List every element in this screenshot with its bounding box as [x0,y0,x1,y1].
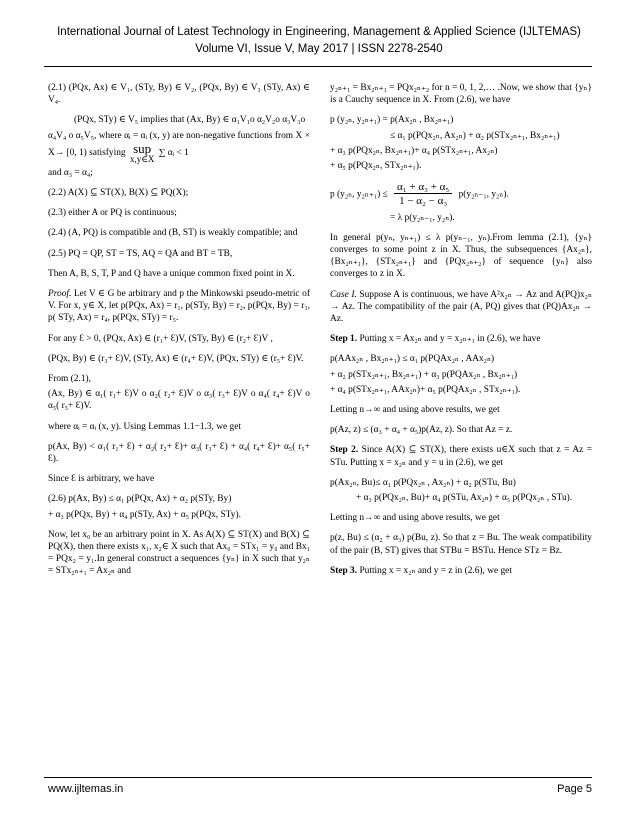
alpha-equality: and α₃ = α₄; [48,167,93,178]
p-yn-bound-2: + α₃ p(PQx₂ₙ, Bx₂ₙ₊₁)+ α₄ p(STx₂ₙ₊₁, Ax₂ₙ) [330,145,498,156]
p-yn-bound-1: ≤ α₁ p(PQx₂ₙ, Ax₂ₙ) + α₂ p(STx₂ₙ₊₁, Bx₂ₙ₊₁) [390,130,560,141]
case-1 [330,289,592,326]
header-divider [44,66,592,67]
step-3-label: Step 3. [330,565,358,576]
ax-by-membership: (Ax, By) ∈ α₁( r₁+ Ɛ)V o α₂( r₂+ Ɛ)V o α₃( r₃+ Ɛ)V o α₄( r₄+ Ɛ)V o α₅( r₅+ Ɛ)V. [48,389,310,412]
proof-text: Let V ∈ G be arbitrary and p the Minkowski pseudo-metric of V. For x, y∈ X, let p(PQx, Ax) = r₁, p(STy, By) = r₂, p(PQx, By) = r₃, p( STy, Ax) = r₄, p(PQx, STy) = r₅. [48,289,310,324]
journal-title: International Journal of Latest Technology in Engineering, Management & Applied Science (IJLTEMAS) [57,26,581,38]
condition-implies: (PQx, STy) ∈ V₅ implies that (Ax, By) ∈ α₁V₁o α₂V₂o α₃V₃o [74,115,306,126]
step-1-limit: Letting n→∞ and using above results, we get [330,405,500,416]
step-2-text: Since A(X) ⊆ ST(X), there exists u∈X such that z = Az = STu. Putting x = x₂ₙ and y = u in (2.6), we get [330,445,592,468]
step-2 [330,444,592,468]
step-2-result: p(z, Bu) ≤ (α₂ + α₃) p(Bu, z). So that z = Bu. The weak compatibility of the pair (B, ST) gives that STBu = BSTu. Hence STz = Bz. [330,533,592,556]
footer-divider [44,777,592,778]
epsilon-statement-2: (PQx, By) ∈ (r₃+ Ɛ)V, (STy, Ax) ∈ (r₄+ Ɛ)V, (PQx, STy) ∈ (r₅+ Ɛ)V. [48,353,304,364]
p-yn-eq: p (y₂ₙ, y₂ₙ₊₁) = p(Ax₂ₙ , Bx₂ₙ₊₁) [330,115,454,126]
step-1-result: p(Az, z) ≤ (α₃ + α₄ + α₅)p(Az, z). So that Az = z. [330,425,513,436]
condition-2-4: (2.4) (A, PQ) is compatible and (B, ST) is weakly compatible; and [48,228,298,239]
journal-header [0,24,638,58]
fraction-numerator: α₁ + α₃ + α₅ [394,181,452,194]
sequence-construction: Now, let x₀ be an arbitrary point in X. As A(X) ⊆ ST(X) and B(X) ⊆ PQ(X), then there exists x₁, x₂∈ X such that Ax₀ = STx₁ = y₀ and Bx₁ = PQx₂ = y₁.In general construct a sequences {yₙ} in X such that y₂ₙ = STx₂ₙ₊₁ = Ax₂ₙ and [48,529,310,577]
inequality-2-6-cont: + α₃ p(PQx, By) + α₄ p(STy, Ax) + α₅ p(PQx, STy). [48,509,241,520]
step-1-ineq-2: + α₂ p(STx₂ₙ₊₁, Bx₂ₙ₊₁) + α₃ p(PQAx₂ₙ , Bx₂ₙ₊₁) [330,369,518,380]
step-1 [330,333,592,345]
fraction-rhs: p(y₂ₙ₋₁, y₂ₙ). [458,189,509,200]
epsilon-statement: For any Ɛ > 0, (PQx, Ax) ∈ (r₁+ Ɛ)V, (STy, By) ∈ (r₂+ Ɛ)V , [48,333,273,344]
condition-2-1: (2.1) (PQx, Ax) ∈ V₁, (STy, By) ∈ V₂, (PQx, By) ∈ V₃ (STy, Ax) ∈ V₄. [48,83,310,106]
journal-volume: Volume VI, Issue V, May 2017 | ISSN 2278-2540 [195,43,443,55]
step-1-label: Step 1. [330,334,358,345]
fraction-denominator: 1 − α₂ − α₃ [399,195,448,208]
from-2-1: From (2.1), [48,374,91,385]
condition-2-2: (2.2) A(X) ⊆ ST(X), B(X) ⊆ PQ(X); [48,188,189,199]
step-2-ineq-2: + α₃ p(PQx₂ₙ, Bu)+ α₄ p(STu, Ax₂ₙ) + α₅ p(PQx₂ₙ , STu). [356,493,573,504]
lemmas-note: where αᵢ = αᵢ (x, y). Using Lemmas 1.1−1.3, we get [48,421,241,432]
condition-2-3: (2.3) either A or PQ is continuous; [48,208,177,219]
step-1-text: Putting x = Ax₂ₙ and y = x₂ₙ₊₁ in (2.6), we have [359,334,541,345]
step-1-ineq-3: + α₄ p(STx₂ₙ₊₁, AAx₂ₙ)+ α₅ p(PQAx₂ₙ , STx₂ₙ₊₁). [330,384,521,395]
footer-url: www.ijltemas.in [48,783,124,795]
sup-label: sup [133,140,152,156]
sup-subscript: x,y∈X [129,153,155,164]
proof-label: Proof. [48,289,72,300]
sup-expression [130,142,154,164]
step-3-text: Putting x = x₂ₙ and y = z in (2.6), we get [359,565,512,576]
case-1-text: Suppose A is continuous, we have A²x₂ₙ → Az and A(PQ)x₂ₙ → Az. The compatibility of the pair (A, PQ) gives that (PQ)Ax₂ₙ → Az. [330,289,593,325]
lambda-equality: = λ p(y₂ₙ₋₁, y₂ₙ). [390,212,455,223]
lambda-fraction-line [330,180,592,208]
sum-expression: ∑ αᵢ < 1 [158,147,189,158]
lambda-fraction [394,180,452,208]
condition-functions-text: α₄V₄ o α₅V₅, where αᵢ = αᵢ (x, y) are non-negative functions from X × X→ [0, 1) satisfying [48,130,310,158]
condition-functions [48,130,310,164]
step-1-ineq-1: p(AAx₂ₙ , Bx₂ₙ₊₁) ≤ α₁ p(PQAx₂ₙ , AAx₂ₙ) [330,354,495,365]
cauchy-intro: y₂ₙ₊₁ = Bx₂ₙ₊₁ = PQx₂ₙ₊₂ for n = 0, 1, 2,… .Now, we show that {yₙ} is a Cauchy sequence in X. From (2.6), we have [330,83,592,106]
step-2-limit: Letting n→∞ and using above results, we get [330,513,500,524]
p-ax-by-inequality: p(Ax, By) < α₁( r₁+ Ɛ) + α₂( r₂+ Ɛ)+ α₃( r₃+ Ɛ) + α₄( r₄+ Ɛ)+ α₅( r₅+ Ɛ). [48,441,310,465]
fraction-lhs: p (y₂ₙ, y₂ₙ₊₁) ≤ [330,189,388,200]
step-3 [330,565,592,577]
p-yn-bound-3: + α₅ p(PQx₂ₙ, STx₂ₙ₊₁). [330,161,422,172]
theorem-conclusion: Then A, B, S, T, P and Q have a unique common fixed point in X. [48,268,295,279]
step-2-ineq-1: p(Ax₂ₙ, Bu)≤ α₁ p(PQx₂ₙ , Ax₂ₙ) + α₂ p(STu, Bu) [330,477,516,488]
condition-2-5: (2.5) PQ = QP, ST = TS, AQ = QA and BT = TB, [48,248,233,259]
left-column [48,82,310,586]
convergence-text: In general p(yₙ, yₙ₊₁) ≤ λ p(yₙ₋₁, yₙ).From lemma (2.1), {yₙ} converges to some point z in X. Thus, the subsequences {Ax₂ₙ}, {Bx₂ₙ₊₁}, {STx₂ₙ₊₁} and {PQx₂ₙ₊₂} of sequence {yₙ} also converges to z in X. [330,232,592,280]
right-column [330,82,592,585]
epsilon-arbitrary: Since Ɛ is arbitrary, we have [48,474,155,485]
inequality-2-6: (2.6) p(Ax, By) ≤ α₁ p(PQx, Ax) + α₂ p(STy, By) [48,494,232,505]
case-label: Case I. [330,289,357,300]
page-number: Page 5 [557,783,592,795]
proof-start [48,288,310,325]
step-2-label: Step 2. [330,445,359,456]
